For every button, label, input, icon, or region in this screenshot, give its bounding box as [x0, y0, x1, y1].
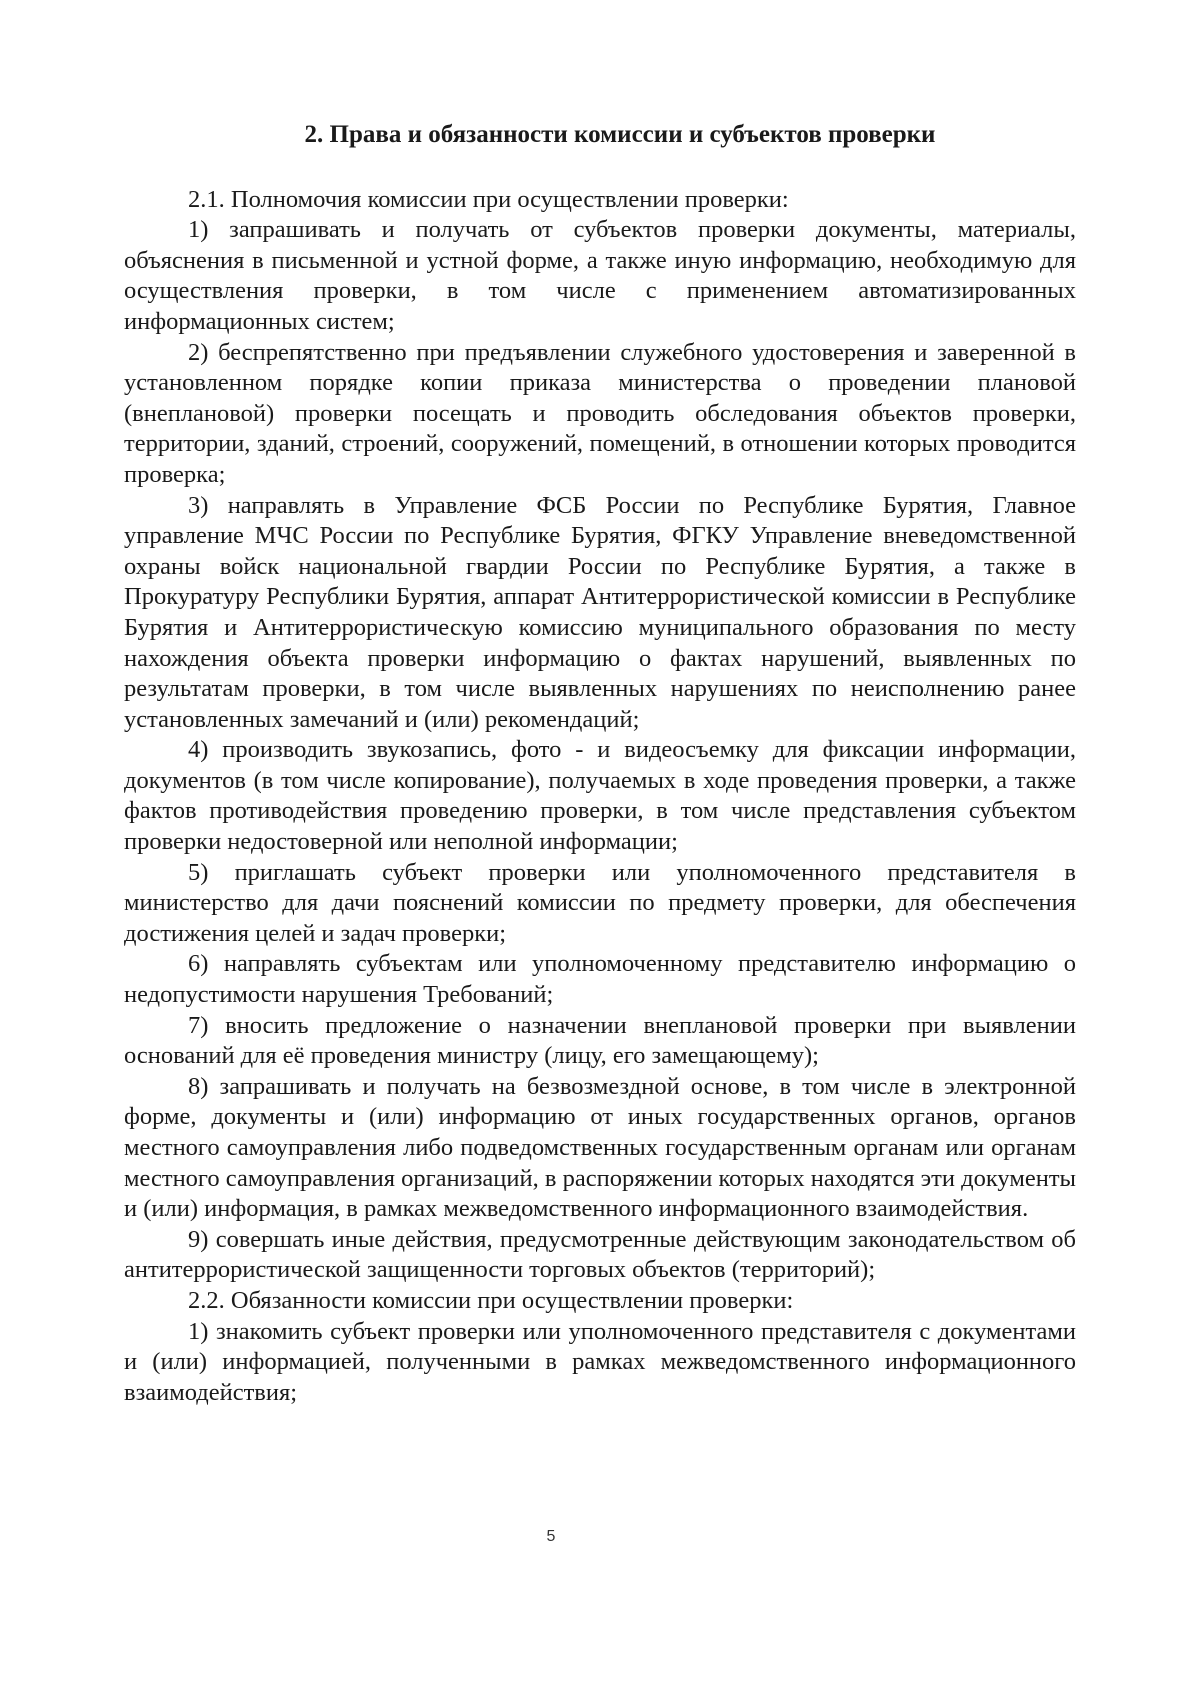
- paragraph-item-5: 5) приглашать субъект проверки или уполномоченного представителя в министерство для дачи пояснений комиссии по предмету проверки, для обеспечения достижения целей и задач проверки;: [124, 858, 1076, 947]
- paragraph-item-6: 6) направлять субъектам или уполномоченному представителю информацию о недопустимости нарушения Требований;: [124, 950, 1076, 1009]
- document-body: [124, 120, 1076, 1408]
- paragraph-2-2-item-1: 1) знакомить субъект проверки или уполномоченного представителя с документами и (или) информацией, полученными в рамках межведомственного информационного взаимодействия;: [124, 1317, 1076, 1406]
- paragraph-2-1: 2.1. Полномочия комиссии при осуществлении проверки:: [188, 185, 789, 213]
- paragraph-2-2: 2.2. Обязанности комиссии при осуществлении проверки:: [188, 1286, 794, 1314]
- paragraph-item-9: 9) совершать иные действия, предусмотренные действующим законодательством об антитеррористической защищенности торговых объектов (территорий);: [124, 1225, 1076, 1284]
- paragraph-item-7: 7) вносить предложение о назначении внеплановой проверки при выявлении оснований для её проведения министру (лицу, его замещающему);: [124, 1011, 1076, 1070]
- paragraph-item-1: 1) запрашивать и получать от субъектов проверки документы, материалы, объяснения в письменной и устной форме, а также иную информацию, необходимую для осуществления проверки, в том числе с применением автоматизированных информационных систем;: [124, 216, 1076, 335]
- paragraph-item-8: 8) запрашивать и получать на безвозмездной основе, в том числе в электронной форме, документы и (или) информацию от иных государственных органов, органов местного самоуправления либо подведомственных государственным органам или органам местного самоуправления организаций, в распоряжении которых находятся эти документы и (или) информация, в рамках межведомственного информационного взаимодействия.: [124, 1072, 1076, 1223]
- page-number: 5: [546, 1528, 556, 1545]
- paragraph-item-4: 4) производить звукозапись, фото - и видеосъемку для фиксации информации, документов (в том числе копирование), получаемых в ходе проведения проверки, а также фактов противодействия проведению проверки, в том числе представления субъектом проверки недостоверной или неполной информации;: [124, 736, 1076, 856]
- paragraph-item-2: 2) беспрепятственно при предъявлении служебного удостоверения и заверенной в установленном порядке копии приказа министерства о проведении плановой (внеплановой) проверки посещать и проводить обследования объектов проверки, территории, зданий, строений, сооружений, помещений, в отношении которых проводится проверка;: [124, 338, 1076, 488]
- paragraph-item-3: 3) направлять в Управление ФСБ России по Республике Бурятия, Главное управление МЧС России по Республике Бурятия, ФГКУ Управление вневедомственной охраны войск национальной гвардии России по Республике Бурятия, а также в Прокуратуру Республики Бурятия, аппарат Антитеррористической комиссии в Республике Бурятия и Антитеррористическую комиссию муниципального образования по месту нахождения объекта проверки информацию о фактах нарушений, выявленных по результатам проверки, в том числе выявленных нарушениях по неисполнению ранее установленных замечаний и (или) рекомендаций;: [124, 491, 1076, 733]
- section-title: 2. Права и обязанности комиссии и субъектов проверки: [304, 121, 936, 148]
